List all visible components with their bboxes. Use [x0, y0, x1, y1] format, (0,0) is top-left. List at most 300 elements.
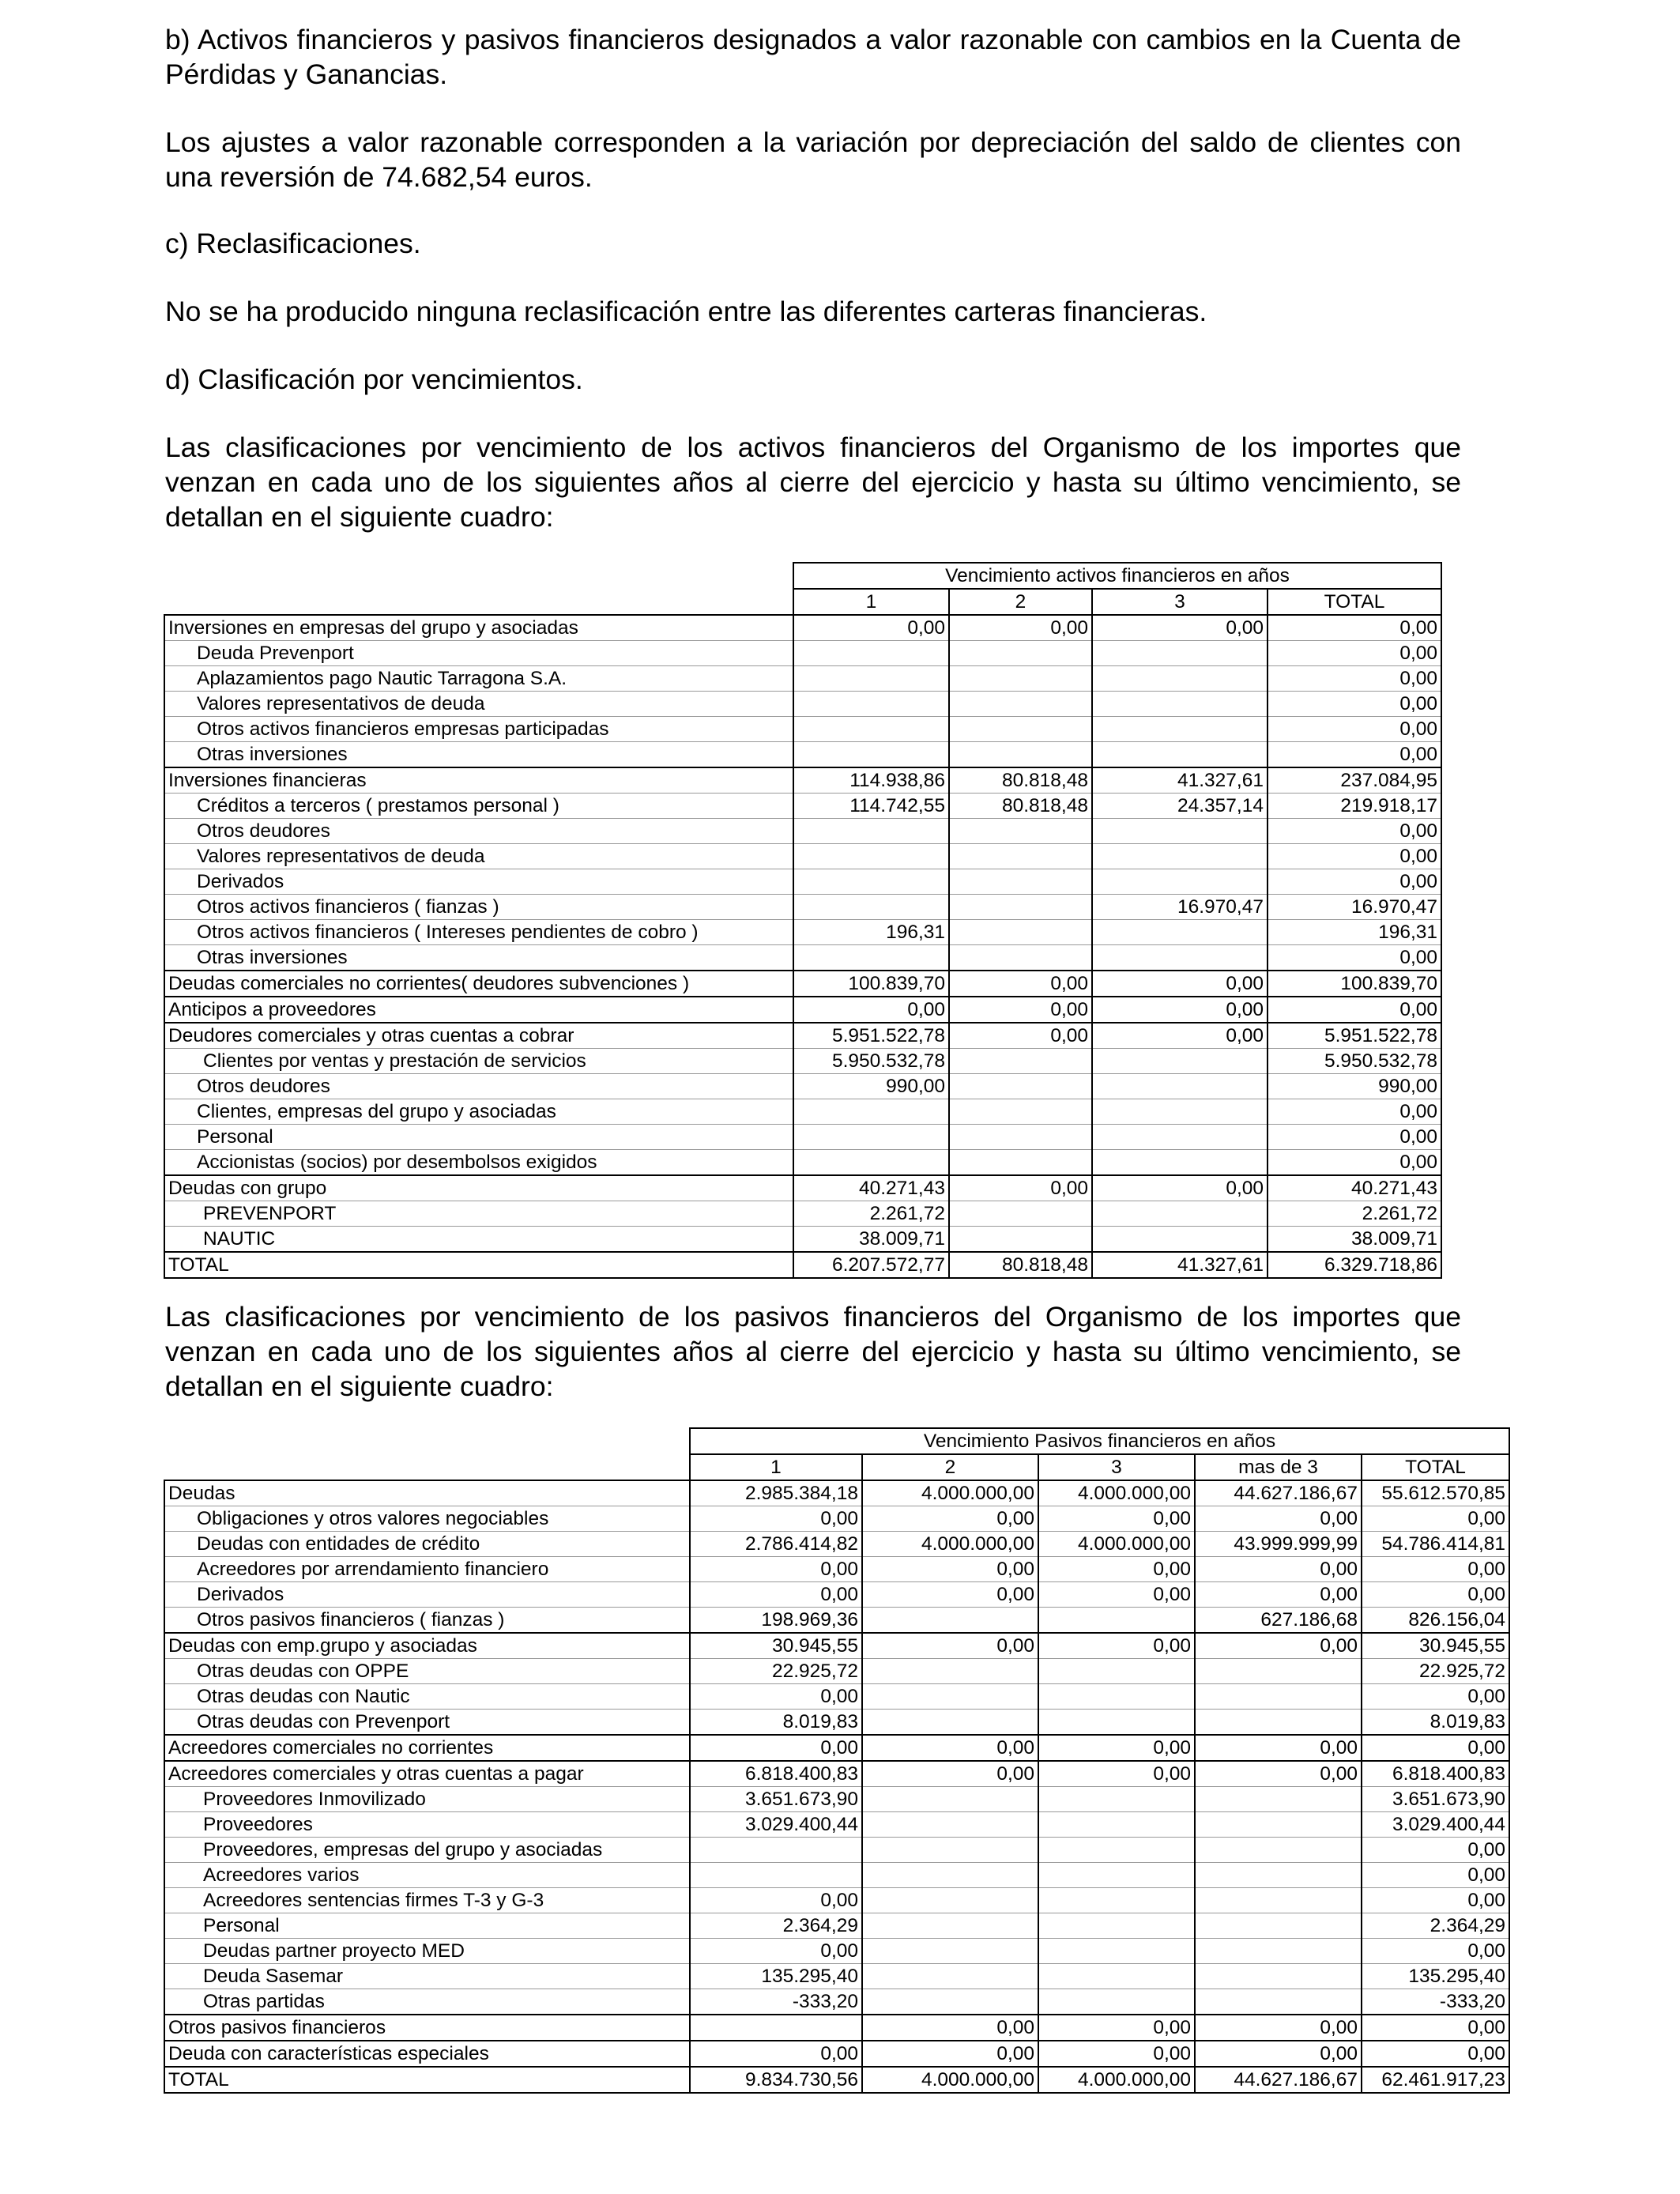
table-row [164, 997, 1441, 1023]
row-label: Personal [164, 1913, 690, 1939]
row-value [949, 1150, 1092, 1176]
row-value: 6.207.572,77 [793, 1252, 949, 1278]
row-value: 9.834.730,56 [690, 2067, 862, 2093]
row-value: 114.938,86 [793, 767, 949, 794]
row-value [862, 1710, 1038, 1736]
row-value [862, 1863, 1038, 1888]
row-value: 38.009,71 [793, 1227, 949, 1253]
row-value [949, 1074, 1092, 1099]
row-value: 0,00 [793, 997, 949, 1023]
table-row [164, 767, 1441, 794]
row-value [1195, 1913, 1362, 1939]
row-value: 0,00 [949, 615, 1092, 641]
row-value: 0,00 [690, 1939, 862, 1964]
row-value [1195, 1710, 1362, 1736]
table-row [164, 1023, 1441, 1049]
table-row [164, 692, 1441, 717]
row-label: TOTAL [164, 2067, 690, 2093]
table-row [164, 1659, 1509, 1684]
row-value [862, 1964, 1038, 1989]
row-value: 0,00 [949, 971, 1092, 997]
row-label: Otros pasivos financieros [164, 2015, 690, 2041]
row-value: 196,31 [1268, 920, 1441, 945]
row-value: 2.786.414,82 [690, 1532, 862, 1557]
row-value: 0,00 [1268, 869, 1441, 895]
row-value: 41.327,61 [1092, 1252, 1268, 1278]
table-row [164, 1506, 1509, 1532]
row-value: 2.364,29 [690, 1913, 862, 1939]
row-value [1038, 1964, 1195, 1989]
row-value: 3.029.400,44 [690, 1812, 862, 1838]
row-value [1092, 1074, 1268, 1099]
table-row [164, 1812, 1509, 1838]
row-label: Clientes por ventas y prestación de servicios [164, 1049, 793, 1074]
table-row [164, 1863, 1509, 1888]
row-value [949, 945, 1092, 971]
table-row [164, 1608, 1509, 1634]
row-value: 0,00 [1195, 1506, 1362, 1532]
row-value: 0,00 [1362, 1582, 1509, 1608]
row-value: 0,00 [1268, 717, 1441, 742]
table-row [164, 717, 1441, 742]
row-value [793, 844, 949, 869]
row-value: 5.950.532,78 [1268, 1049, 1441, 1074]
row-value: 0,00 [1268, 1125, 1441, 1150]
table-row [164, 1710, 1509, 1736]
row-value: 24.357,14 [1092, 794, 1268, 819]
row-value: 0,00 [1362, 1506, 1509, 1532]
row-value: 0,00 [1362, 2015, 1509, 2041]
row-value: 4.000.000,00 [1038, 1532, 1195, 1557]
table-row [164, 1838, 1509, 1863]
table-row [164, 1989, 1509, 2015]
row-value [1038, 1888, 1195, 1913]
row-value: 0,00 [1268, 692, 1441, 717]
row-label: Deuda con características especiales [164, 2041, 690, 2067]
table-row [164, 1888, 1509, 1913]
row-value: 0,00 [690, 1735, 862, 1761]
row-value: 62.461.917,23 [1362, 2067, 1509, 2093]
row-value [1195, 1659, 1362, 1684]
row-label: Deudas comerciales no corrientes( deudores subvenciones ) [164, 971, 793, 997]
row-value: 135.295,40 [1362, 1964, 1509, 1989]
row-value [1092, 920, 1268, 945]
row-value: 100.839,70 [1268, 971, 1441, 997]
row-value [1038, 1659, 1195, 1684]
row-value: 0,00 [1268, 641, 1441, 666]
row-value [793, 895, 949, 920]
row-value: 0,00 [862, 1761, 1038, 1787]
row-label: Otros pasivos financieros ( fianzas ) [164, 1608, 690, 1634]
table-row [164, 2067, 1509, 2093]
row-label: Inversiones financieras [164, 767, 793, 794]
row-value [1038, 1787, 1195, 1812]
row-value: 237.084,95 [1268, 767, 1441, 794]
row-value: 41.327,61 [1092, 767, 1268, 794]
assets-maturity-table [164, 562, 1442, 1279]
row-value [949, 1049, 1092, 1074]
table-row [164, 971, 1441, 997]
row-label: Anticipos a proveedores [164, 997, 793, 1023]
row-value [1092, 1201, 1268, 1227]
row-value: 0,00 [1268, 945, 1441, 971]
row-value: 0,00 [793, 615, 949, 641]
row-value: 0,00 [1038, 1735, 1195, 1761]
row-value: 198.969,36 [690, 1608, 862, 1634]
row-value [793, 945, 949, 971]
row-value: 0,00 [1268, 1099, 1441, 1125]
row-value: 54.786.414,81 [1362, 1532, 1509, 1557]
row-value [1038, 1989, 1195, 2015]
table-row [164, 1684, 1509, 1710]
row-label: Otras deudas con Nautic [164, 1684, 690, 1710]
row-label: Créditos a terceros ( prestamos personal ) [164, 794, 793, 819]
row-value [1092, 945, 1268, 971]
row-value: 990,00 [793, 1074, 949, 1099]
row-value: 22.925,72 [1362, 1659, 1509, 1684]
table-row [164, 869, 1441, 895]
row-value: 22.925,72 [690, 1659, 862, 1684]
row-value: 44.627.186,67 [1195, 2067, 1362, 2093]
table-row [164, 1633, 1509, 1659]
row-label: Acreedores por arrendamiento financiero [164, 1557, 690, 1582]
row-label: Otros activos financieros empresas participadas [164, 717, 793, 742]
row-value: 2.261,72 [793, 1201, 949, 1227]
row-label: Otras partidas [164, 1989, 690, 2015]
table-row [164, 1150, 1441, 1176]
row-label: Accionistas (socios) por desembolsos exigidos [164, 1150, 793, 1176]
row-value [793, 819, 949, 844]
row-value: 2.985.384,18 [690, 1480, 862, 1506]
row-value: 0,00 [1092, 997, 1268, 1023]
row-value: 4.000.000,00 [1038, 2067, 1195, 2093]
row-value: 30.945,55 [1362, 1633, 1509, 1659]
row-label: Acreedores comerciales y otras cuentas a pagar [164, 1761, 690, 1787]
row-value: 30.945,55 [690, 1633, 862, 1659]
row-label: Otros activos financieros ( Intereses pendientes de cobro ) [164, 920, 793, 945]
row-value: -333,20 [1362, 1989, 1509, 2015]
row-value [949, 641, 1092, 666]
row-label: Aplazamientos pago Nautic Tarragona S.A. [164, 666, 793, 692]
row-value [793, 1099, 949, 1125]
table-row [164, 1735, 1509, 1761]
row-value [862, 1913, 1038, 1939]
row-value: 40.271,43 [1268, 1175, 1441, 1201]
table-row [164, 1787, 1509, 1812]
row-value: 0,00 [949, 997, 1092, 1023]
row-value: 0,00 [1038, 1557, 1195, 1582]
table-row [164, 794, 1441, 819]
row-value: 990,00 [1268, 1074, 1441, 1099]
row-value [949, 819, 1092, 844]
row-value: 38.009,71 [1268, 1227, 1441, 1253]
row-value: 0,00 [1195, 1557, 1362, 1582]
row-value [949, 1099, 1092, 1125]
row-label: Personal [164, 1125, 793, 1150]
row-value: 0,00 [1195, 1582, 1362, 1608]
row-value: 826.156,04 [1362, 1608, 1509, 1634]
row-value: 0,00 [1268, 615, 1441, 641]
row-value: 627.186,68 [1195, 1608, 1362, 1634]
row-value: 0,00 [1038, 1506, 1195, 1532]
row-value [1195, 1684, 1362, 1710]
table-row [164, 1557, 1509, 1582]
table-row [164, 1964, 1509, 1989]
row-value: 0,00 [690, 1684, 862, 1710]
row-value [793, 742, 949, 768]
assets-column-header: TOTAL [1268, 589, 1441, 615]
row-value: 0,00 [862, 2041, 1038, 2067]
table-row [164, 1913, 1509, 1939]
row-label: Proveedores Inmovilizado [164, 1787, 690, 1812]
row-value: -333,20 [690, 1989, 862, 2015]
row-value [862, 1684, 1038, 1710]
row-value: 0,00 [1268, 666, 1441, 692]
row-label: Valores representativos de deuda [164, 692, 793, 717]
table-row [164, 1939, 1509, 1964]
row-value [949, 1201, 1092, 1227]
row-value: 0,00 [1038, 1582, 1195, 1608]
row-value [862, 1812, 1038, 1838]
row-value: 0,00 [1362, 1838, 1509, 1863]
row-value [1038, 1863, 1195, 1888]
row-value: 0,00 [690, 1506, 862, 1532]
row-value [1195, 1838, 1362, 1863]
row-value [793, 641, 949, 666]
row-value: 0,00 [1268, 1150, 1441, 1176]
assets-column-header: 3 [1092, 589, 1268, 615]
row-value [1195, 1989, 1362, 2015]
row-value [690, 2015, 862, 2041]
assets-column-header: 2 [949, 589, 1092, 615]
table-row [164, 1125, 1441, 1150]
row-value: 0,00 [862, 1633, 1038, 1659]
row-value [1195, 1964, 1362, 1989]
table-row [164, 742, 1441, 768]
row-value: 0,00 [949, 1023, 1092, 1049]
row-value [1092, 1150, 1268, 1176]
row-label: Valores representativos de deuda [164, 844, 793, 869]
row-value [1092, 666, 1268, 692]
row-value [949, 692, 1092, 717]
liabilities-maturity-table [164, 1427, 1510, 2094]
row-value: 8.019,83 [1362, 1710, 1509, 1736]
row-label: Otras inversiones [164, 742, 793, 768]
table-row [164, 1227, 1441, 1253]
row-label: Acreedores varios [164, 1863, 690, 1888]
row-value: 0,00 [1362, 2041, 1509, 2067]
row-value: 114.742,55 [793, 794, 949, 819]
row-value: 0,00 [1038, 2015, 1195, 2041]
row-value: 80.818,48 [949, 1252, 1092, 1278]
row-value: 0,00 [1038, 1633, 1195, 1659]
table-row [164, 1252, 1441, 1278]
row-label: Proveedores, empresas del grupo y asociadas [164, 1838, 690, 1863]
assets-column-header: 1 [793, 589, 949, 615]
row-value: 135.295,40 [690, 1964, 862, 1989]
row-value: 5.951.522,78 [1268, 1023, 1441, 1049]
row-value [949, 1227, 1092, 1253]
row-value [1195, 1812, 1362, 1838]
row-label: Proveedores [164, 1812, 690, 1838]
row-value [862, 1787, 1038, 1812]
row-value: 80.818,48 [949, 794, 1092, 819]
table-row [164, 2015, 1509, 2041]
row-value [1038, 1684, 1195, 1710]
row-label: Otros activos financieros ( fianzas ) [164, 895, 793, 920]
row-value [793, 666, 949, 692]
row-value [690, 1863, 862, 1888]
liabilities-column-header: 2 [862, 1454, 1038, 1480]
table-row [164, 1099, 1441, 1125]
paragraph-reclassifications-heading: c) Reclasificaciones. [165, 228, 421, 259]
row-value: 5.950.532,78 [793, 1049, 949, 1074]
table-row [164, 615, 1441, 641]
row-value: 0,00 [1362, 1557, 1509, 1582]
row-label: TOTAL [164, 1252, 793, 1278]
row-value [862, 1608, 1038, 1634]
row-label: Deuda Sasemar [164, 1964, 690, 1989]
row-value: 3.651.673,90 [690, 1787, 862, 1812]
row-value: 8.019,83 [690, 1710, 862, 1736]
paragraph-fair-value-heading: b) Activos financieros y pasivos financieros designados a valor razonable con cambios en la Cuenta de Pérdidas y Ganancias. [165, 24, 1461, 90]
row-value [1038, 1838, 1195, 1863]
paragraph-reclassifications-text: No se ha producido ninguna reclasificación entre las diferentes carteras financieras. [165, 296, 1207, 327]
row-value: 0,00 [1268, 819, 1441, 844]
row-value [793, 1150, 949, 1176]
liabilities-table-title: Vencimiento Pasivos financieros en años [690, 1428, 1509, 1454]
row-value [793, 1125, 949, 1150]
row-label: Deudas con entidades de crédito [164, 1532, 690, 1557]
row-value [1092, 742, 1268, 768]
row-value [1092, 819, 1268, 844]
row-label: Deudores comerciales y otras cuentas a cobrar [164, 1023, 793, 1049]
row-value: 0,00 [862, 1506, 1038, 1532]
row-value: 6.329.718,86 [1268, 1252, 1441, 1278]
row-value: 0,00 [1362, 1863, 1509, 1888]
row-label: Acreedores sentencias firmes T-3 y G-3 [164, 1888, 690, 1913]
row-value: 0,00 [690, 1582, 862, 1608]
row-value [949, 666, 1092, 692]
row-value: 196,31 [793, 920, 949, 945]
row-label: Deudas con grupo [164, 1175, 793, 1201]
row-value [1092, 717, 1268, 742]
table-row [164, 1532, 1509, 1557]
row-value: 0,00 [1092, 971, 1268, 997]
row-label: Deudas con emp.grupo y asociadas [164, 1633, 690, 1659]
row-value: 44.627.186,67 [1195, 1480, 1362, 1506]
row-value: 0,00 [1362, 1888, 1509, 1913]
table-row [164, 945, 1441, 971]
row-value: 0,00 [862, 1582, 1038, 1608]
row-value [949, 742, 1092, 768]
table-row [164, 1480, 1509, 1506]
row-value [949, 895, 1092, 920]
row-value: 0,00 [1362, 1939, 1509, 1964]
row-value: 16.970,47 [1268, 895, 1441, 920]
row-value: 0,00 [1092, 1175, 1268, 1201]
row-value [949, 920, 1092, 945]
row-value: 0,00 [1195, 1633, 1362, 1659]
row-value: 0,00 [1195, 2041, 1362, 2067]
row-value: 3.651.673,90 [1362, 1787, 1509, 1812]
row-value: 0,00 [862, 2015, 1038, 2041]
assets-table-title: Vencimiento activos financieros en años [793, 563, 1441, 589]
row-label: Inversiones en empresas del grupo y asociadas [164, 615, 793, 641]
table-row [164, 1074, 1441, 1099]
row-value: 4.000.000,00 [1038, 1480, 1195, 1506]
row-value: 4.000.000,00 [862, 1532, 1038, 1557]
row-value [793, 717, 949, 742]
table-row [164, 1175, 1441, 1201]
row-label: Clientes, empresas del grupo y asociadas [164, 1099, 793, 1125]
row-value: 219.918,17 [1268, 794, 1441, 819]
row-value: 0,00 [1092, 615, 1268, 641]
row-label: Acreedores comerciales no corrientes [164, 1735, 690, 1761]
row-value: 0,00 [1195, 1735, 1362, 1761]
row-value [793, 869, 949, 895]
row-label: Otras inversiones [164, 945, 793, 971]
row-value: 2.364,29 [1362, 1913, 1509, 1939]
row-label: Deuda Prevenport [164, 641, 793, 666]
row-value [1038, 1812, 1195, 1838]
row-label: Obligaciones y otros valores negociables [164, 1506, 690, 1532]
row-label: Derivados [164, 1582, 690, 1608]
liabilities-column-header: 1 [690, 1454, 862, 1480]
liabilities-column-header: TOTAL [1362, 1454, 1509, 1480]
row-label: Otras deudas con Prevenport [164, 1710, 690, 1736]
row-label: Deudas [164, 1480, 690, 1506]
row-label: NAUTIC [164, 1227, 793, 1253]
row-value: 0,00 [949, 1175, 1092, 1201]
row-value [1038, 1939, 1195, 1964]
table-row [164, 1201, 1441, 1227]
row-value [1038, 1913, 1195, 1939]
row-value: 0,00 [1038, 2041, 1195, 2067]
table-row [164, 895, 1441, 920]
row-value [862, 1888, 1038, 1913]
row-value: 0,00 [862, 1735, 1038, 1761]
row-value: 0,00 [1038, 1761, 1195, 1787]
row-value [1195, 1888, 1362, 1913]
table-row [164, 844, 1441, 869]
row-value [862, 1838, 1038, 1863]
table-row [164, 2041, 1509, 2067]
row-value: 40.271,43 [793, 1175, 949, 1201]
table-row [164, 1582, 1509, 1608]
row-value: 0,00 [690, 1557, 862, 1582]
row-value [690, 1838, 862, 1863]
row-value [1195, 1863, 1362, 1888]
row-value [1195, 1939, 1362, 1964]
row-label: Deudas partner proyecto MED [164, 1939, 690, 1964]
row-value: 0,00 [1268, 997, 1441, 1023]
row-value [793, 692, 949, 717]
row-value: 43.999.999,99 [1195, 1532, 1362, 1557]
table-row [164, 920, 1441, 945]
paragraph-assets-intro: Las clasificaciones por vencimiento de los activos financieros del Organismo de los importes que venzan en cada uno de los siguientes años al cierre del ejercicio y hasta su último vencimiento, se detallan en el siguiente cuadro: [165, 432, 1461, 533]
table-row [164, 1761, 1509, 1787]
row-value: 0,00 [862, 1557, 1038, 1582]
paragraph-liabilities-intro: Las clasificaciones por vencimiento de los pasivos financieros del Organismo de los importes que venzan en cada uno de los siguientes años al cierre del ejercicio y hasta su último vencimiento, se detallan en el siguiente cuadro: [165, 1301, 1461, 1402]
row-value [1195, 1787, 1362, 1812]
row-value [862, 1939, 1038, 1964]
row-value [862, 1989, 1038, 2015]
row-value [1092, 641, 1268, 666]
row-value [1092, 869, 1268, 895]
row-value [949, 869, 1092, 895]
row-value: 0,00 [1362, 1684, 1509, 1710]
